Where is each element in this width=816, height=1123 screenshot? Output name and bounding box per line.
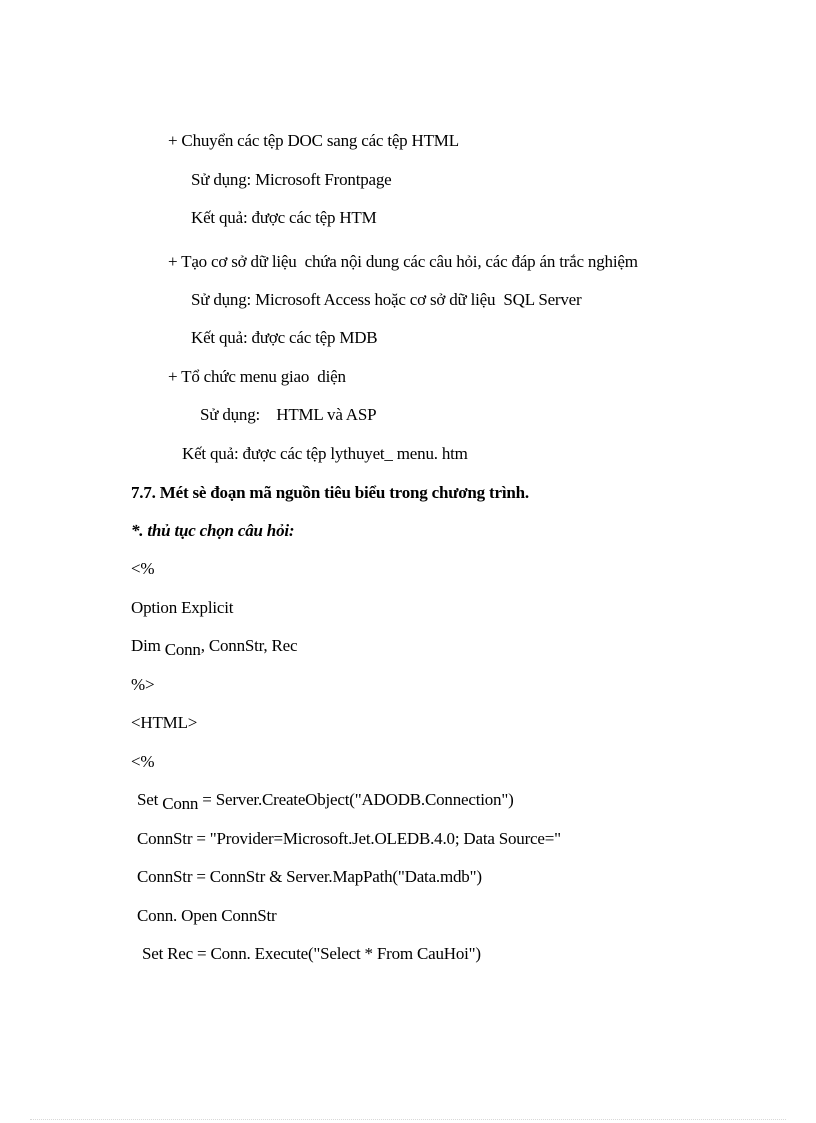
item2-title: + Tạo cơ sở dữ liệu chứa nội dung các câu hỏi, các đáp án trắc nghiệm: [168, 252, 638, 271]
item1-title: + Chuyển các tệp DOC sang các tệp HTML: [168, 131, 459, 150]
code-line-11: Set Rec = Conn. Execute("Select * From CauHoi"): [142, 944, 481, 963]
item1-result: Kết quả: được các tệp HTM: [191, 208, 377, 227]
code-line-2: Option Explicit: [131, 598, 234, 617]
code-line-4: %>: [131, 675, 155, 694]
code-set-keyword: Set: [137, 790, 163, 809]
item2-result: Kết quả: được các tệp MDB: [191, 328, 378, 347]
section-subheading: *. thủ tục chọn câu hỏi:: [131, 521, 295, 540]
code-line-9: ConnStr = ConnStr & Server.MapPath("Data.mdb"): [137, 867, 482, 886]
page-bottom-divider: [30, 1119, 786, 1120]
code-createobject: = Server.CreateObject("ADODB.Connection"): [198, 790, 514, 809]
item3-title: + Tổ chức menu giao diện: [168, 367, 346, 386]
code-line-6: <%: [131, 752, 155, 771]
code-line-8: ConnStr = "Provider=Microsoft.Jet.OLEDB.4.0; Data Source=": [137, 829, 561, 848]
code-line-3: [131, 636, 298, 659]
code-conn-subscript: Conn: [164, 640, 201, 659]
item3-result: Kết quả: được các tệp lythuyet_ menu. htm: [182, 444, 468, 463]
code-dim-vars: , ConnStr, Rec: [200, 636, 298, 655]
code-line-1: <%: [131, 559, 155, 578]
code-dim-keyword: Dim: [131, 636, 165, 655]
item2-use: Sử dụng: Microsoft Access hoặc cơ sở dữ liệu SQL Server: [191, 290, 582, 309]
code-line-5: <HTML>: [131, 713, 198, 732]
section-heading: 7.7. Mét sè đoạn mã nguồn tiêu biểu trong chương trình.: [131, 483, 529, 502]
code-conn-subscript-2: Conn: [162, 794, 199, 813]
code-line-10: Conn. Open ConnStr: [137, 906, 277, 925]
item3-use: Sử dụng: HTML và ASP: [200, 405, 377, 424]
item1-use: Sử dụng: Microsoft Frontpage: [191, 170, 392, 189]
code-line-7: [137, 790, 514, 813]
